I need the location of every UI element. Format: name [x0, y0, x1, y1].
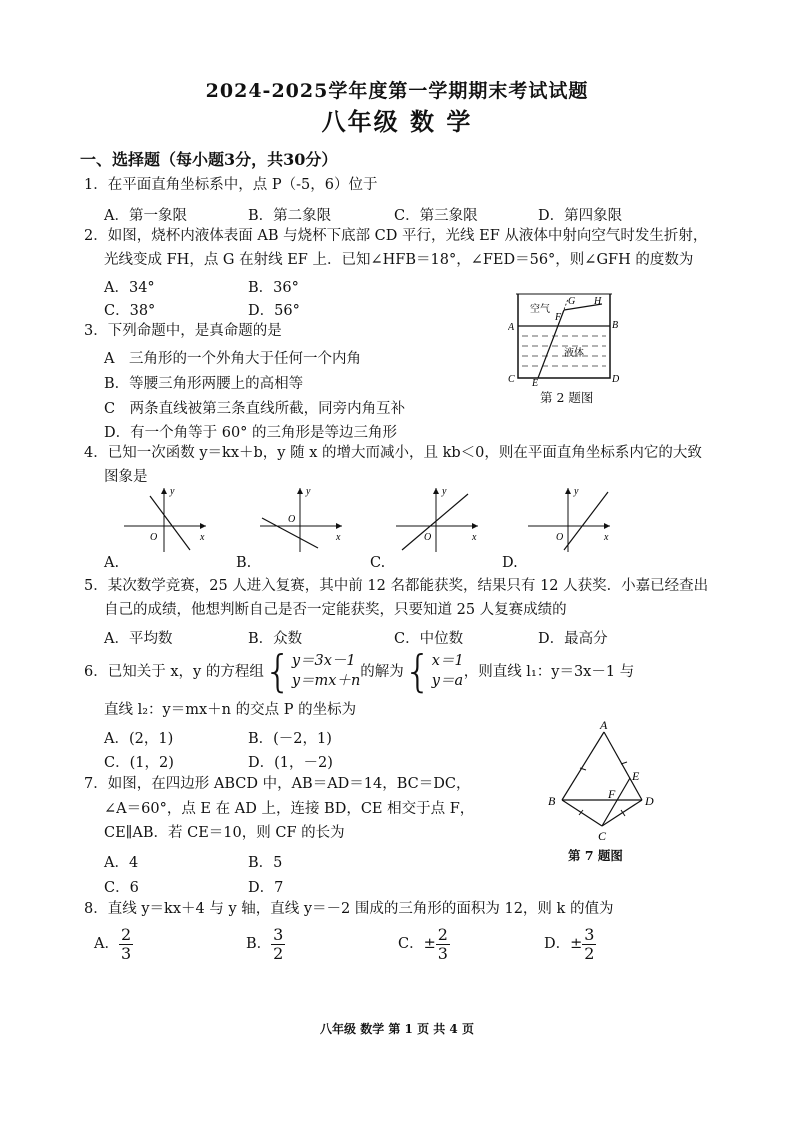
- q1-option-a: A．第一象限: [104, 208, 187, 224]
- question-1: [84, 178, 377, 193]
- q2-option-b: B．36°: [248, 280, 299, 296]
- origin-label: O: [424, 532, 432, 543]
- question-text-line1: 如图，烧杯内液体表面 AB 与烧杯下底部 CD 平行，光线 EF 从液体中射向空气时发生折射，: [107, 228, 708, 244]
- y-axis-arrow: [297, 488, 303, 494]
- question-text-line1: 某次数学竞赛，25 人进入复赛，其中前 12 名都能获奖，结果只有 12 人获奖．小嘉已经查出: [107, 578, 709, 594]
- question-7: [84, 777, 470, 792]
- q1-option-d: D．第四象限: [538, 208, 623, 224]
- option-sign: ±: [570, 936, 583, 953]
- numerator: 3: [273, 925, 284, 944]
- q7-figure-caption: 第 7 题图: [568, 848, 623, 863]
- question-8: [84, 902, 613, 917]
- y-label: y: [442, 486, 447, 497]
- brace: {: [263, 646, 292, 697]
- x-axis-arrow: [200, 523, 206, 529]
- label-a: A: [508, 322, 515, 333]
- q8-option-d: [544, 926, 596, 962]
- q7-text-line3: CE∥AB．若 CE＝10，则 CF 的长为: [104, 825, 345, 841]
- question-text: 下列命题中，是真命题的是: [107, 323, 282, 339]
- q7-quadrilateral-figure: [542, 718, 666, 844]
- numerator: 2: [120, 925, 132, 944]
- label-g: G: [568, 296, 576, 307]
- equation-1: y＝3x－1: [291, 653, 356, 670]
- question-number: 8．: [84, 901, 108, 917]
- segment-bc: [562, 800, 602, 826]
- question-text: 直线 y＝kx＋4 与 y 轴，直线 y＝－2 围成的三角形的面积为 12，则 k 的值为: [107, 901, 614, 917]
- fraction: [119, 926, 133, 962]
- label-air: 空气: [530, 304, 550, 315]
- q7-option-b: B．5: [248, 855, 283, 871]
- q2-option-d: D．56°: [248, 303, 300, 319]
- exam-title: 2024-2025学年度第一学期期末考试试题: [205, 80, 589, 102]
- question-number: 2．: [84, 228, 108, 244]
- y-axis-arrow: [433, 488, 439, 494]
- q4-graph-a: [120, 484, 212, 554]
- x-label: x: [604, 532, 609, 543]
- y-label: y: [306, 486, 311, 497]
- label-e: E: [632, 769, 640, 783]
- label-f: F: [555, 312, 562, 323]
- label-e: E: [532, 378, 539, 386]
- q2-figure-caption: 第 2 题图: [540, 390, 594, 405]
- q6-option-d: D．(1，－2): [248, 755, 333, 771]
- question-text-post: ，则直线 l₁：y＝3x－1 与: [463, 664, 635, 680]
- question-text-mid: 的解为: [360, 664, 404, 680]
- q7-text-line2: ∠A＝60°，点 E 在 AD 上，连接 BD，CE 相交于点 F，: [104, 801, 475, 817]
- q4-text-line2: 图象是: [104, 469, 148, 485]
- denominator: 2: [584, 943, 595, 963]
- x-label: x: [472, 532, 477, 543]
- q2-text-line2: 光线变成 FH，点 G 在射线 EF 上．已知∠HFB＝18°，∠FED＝56°，则∠GFH 的度数为: [104, 252, 694, 268]
- q2-beaker-figure: [508, 290, 628, 386]
- q4-option-b: B.: [236, 555, 252, 571]
- q7-option-d: D．7: [248, 880, 284, 896]
- q7-option-c: C．6: [104, 880, 139, 896]
- label-b: B: [612, 320, 619, 331]
- y-label: y: [170, 486, 175, 497]
- q4-graph-b: [256, 484, 348, 554]
- q5-option-d: D．最高分: [538, 631, 608, 647]
- option-label: C．: [398, 936, 424, 953]
- numerator: 2: [437, 925, 448, 944]
- question-4: [84, 446, 702, 461]
- question-number: 1．: [84, 177, 108, 193]
- q8-option-b: [246, 926, 285, 962]
- label-c: C: [598, 829, 607, 843]
- option-label: B．: [246, 936, 272, 953]
- fraction: [436, 926, 450, 962]
- label-a: A: [600, 718, 608, 732]
- q3-option-b: B．等腰三角形两腰上的高相等: [104, 376, 304, 392]
- fraction: [582, 926, 596, 962]
- function-line: [564, 492, 608, 550]
- label-liquid: 液体: [564, 348, 584, 359]
- q7-option-a: A．4: [104, 855, 139, 871]
- question-number: 3．: [84, 323, 108, 339]
- y-axis-arrow: [565, 488, 571, 494]
- q5-text-line2: 自己的成绩，他想判断自己是否一定能获奖，只要知道 25 人复赛成绩的: [104, 602, 567, 618]
- question-text-line1: 已知一次函数 y＝kx＋b，y 随 x 的增大而减小，且 kb＜0，则在平面直角坐标系内它的大致: [107, 445, 702, 461]
- brace: {: [403, 646, 432, 697]
- q1-option-c: C．第三象限: [394, 208, 478, 224]
- y-label: y: [574, 486, 579, 497]
- x-axis-arrow: [604, 523, 610, 529]
- equation-system: [292, 652, 360, 691]
- denominator: 3: [437, 943, 448, 963]
- x-label: x: [200, 532, 205, 543]
- q6-text-line2: 直线 l₂：y＝mx＋n 的交点 P 的坐标为: [104, 702, 357, 718]
- question-text-line1: 如图，在四边形 ABCD 中，AB＝AD＝14，BC＝DC，: [107, 776, 471, 792]
- question-5: [84, 579, 708, 594]
- exam-subject: 八年级 数 学: [321, 107, 473, 136]
- label-c: C: [508, 374, 515, 385]
- label-f: F: [608, 787, 616, 801]
- solution-system: [432, 652, 464, 691]
- label-b: B: [548, 794, 556, 808]
- option-label: D．: [544, 936, 571, 953]
- x-axis-arrow: [472, 523, 478, 529]
- label-d: D: [645, 794, 654, 808]
- origin-label: O: [556, 532, 564, 543]
- question-6: [84, 646, 635, 697]
- q6-option-b: B．(－2，1): [248, 731, 332, 747]
- q3-option-a: A 三角形的一个外角大于任何一个内角: [104, 351, 361, 367]
- origin-label: O: [288, 514, 296, 525]
- numerator: 3: [584, 925, 595, 944]
- denominator: 3: [120, 943, 132, 963]
- q4-graph-c: [392, 484, 484, 554]
- q5-option-a: A．平均数: [104, 631, 173, 647]
- q6-option-a: A．(2，1): [104, 731, 174, 747]
- q3-option-d: D．有一个角等于 60° 的三角形是等边三角形: [104, 425, 398, 441]
- question-number: 6．: [84, 664, 108, 680]
- solution-2: y＝a: [431, 673, 464, 689]
- solution-1: x＝1: [431, 653, 464, 670]
- question-number: 5．: [84, 578, 108, 594]
- fraction: [271, 926, 285, 962]
- q6-option-c: C．(1，2): [104, 755, 174, 771]
- q4-option-d: D.: [502, 555, 518, 571]
- q4-option-a: A.: [104, 555, 120, 571]
- segment-cd: [602, 800, 642, 826]
- q5-option-b: B．众数: [248, 631, 303, 647]
- q8-option-c: [398, 926, 450, 962]
- question-2: [84, 229, 707, 244]
- option-label: A．: [94, 936, 119, 953]
- question-text: 在平面直角坐标系中，点 P（-5，6）位于: [107, 177, 378, 193]
- section-heading: 一、选择题（每小题3分，共30分）: [80, 150, 338, 169]
- q4-graph-d: [524, 484, 616, 554]
- q8-option-a: [94, 926, 133, 962]
- q2-option-a: A．34°: [104, 280, 155, 296]
- denominator: 2: [273, 943, 284, 963]
- label-d: D: [612, 374, 620, 385]
- origin-label: O: [150, 532, 158, 543]
- question-3: [84, 324, 282, 339]
- page-footer: 八年级 数学 第 1 页 共 4 页: [320, 1022, 474, 1036]
- x-axis-arrow: [336, 523, 342, 529]
- equation-2: y＝mx＋n: [291, 673, 361, 689]
- q1-option-b: B．第二象限: [248, 208, 332, 224]
- y-axis-arrow: [161, 488, 167, 494]
- x-label: x: [336, 532, 341, 543]
- question-number: 4．: [84, 445, 108, 461]
- q3-option-c: C 两条直线被第三条直线所截，同旁内角互补: [104, 401, 406, 417]
- segment-ce: [602, 778, 630, 826]
- question-text-pre: 已知关于 x，y 的方程组: [107, 664, 264, 680]
- option-sign: ±: [423, 936, 436, 953]
- segment-ab: [562, 732, 604, 800]
- label-h: H: [594, 296, 602, 307]
- q2-option-c: C．38°: [104, 303, 156, 319]
- q5-option-c: C．中位数: [394, 631, 464, 647]
- question-number: 7．: [84, 776, 108, 792]
- q4-option-c: C.: [370, 555, 386, 571]
- function-line: [402, 494, 468, 550]
